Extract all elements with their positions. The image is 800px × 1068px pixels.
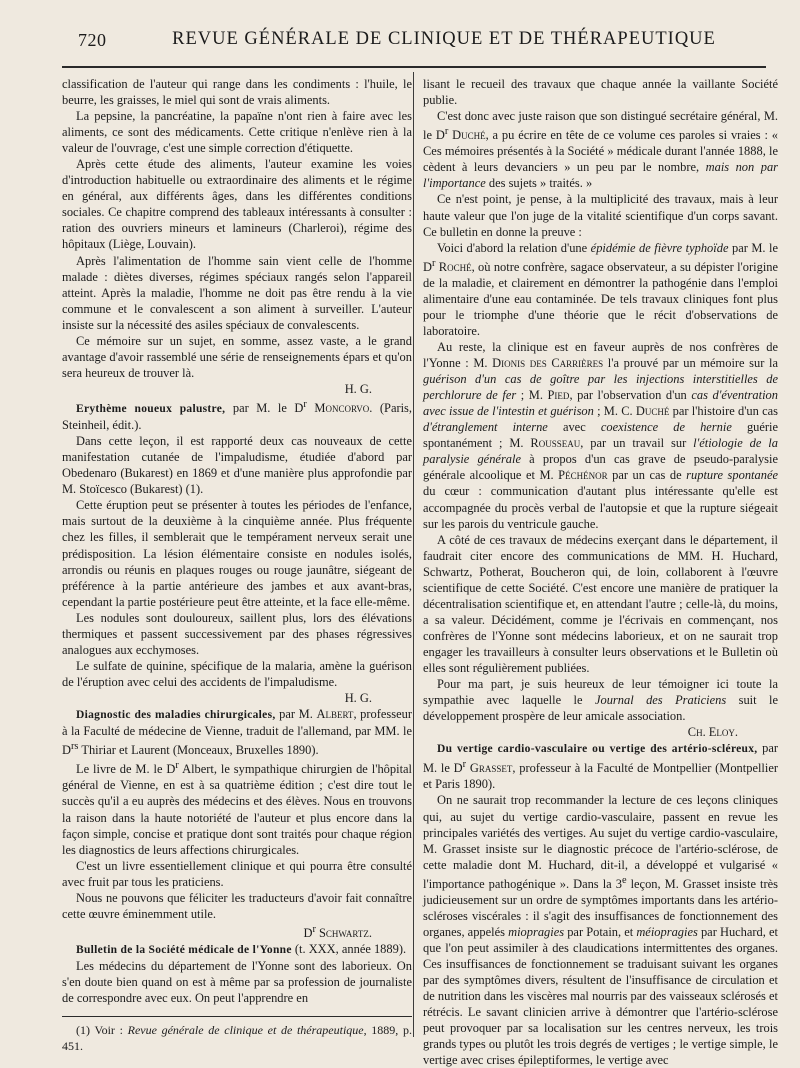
right-column <box>423 76 778 1068</box>
review-details: . (Paris, Steinheil, édit.). <box>62 401 413 433</box>
text-run: Au reste, la clinique est en faveur auprès de nos confrères de l'Yonne : M. <box>423 340 778 371</box>
text-run: ; M. <box>516 388 548 403</box>
text-run: Le livre de M. le D <box>76 762 176 777</box>
paragraph <box>423 108 778 191</box>
review-byline: par M. le D <box>225 401 304 416</box>
paragraph: Les nodules sont douloureux, saillent plus, lors des élévations thermiques et passent successivement par des phases régressives analogues aux ecchymoses. <box>62 610 412 657</box>
paragraph <box>423 240 778 339</box>
review-details: (t. XXX, année 1889). <box>291 942 407 957</box>
superscript: r <box>175 760 179 772</box>
text-run: par un cas de <box>607 468 687 483</box>
superscript: r <box>303 398 307 410</box>
review-title: Diagnostic des maladies chirurgicales, <box>76 708 276 721</box>
text-run: , par un travail sur <box>580 436 694 451</box>
column-divider <box>413 72 414 1037</box>
author-name: Dionis des Carrières <box>492 356 604 371</box>
text-run: du cœur : communication d'autant plus intéressante qu'elle est accompagnée du procès verbal de l'autopsie et que la rupture siégeait sur les parois du ventricule gauche. <box>423 484 778 531</box>
paragraph: Ce mémoire sur un sujet, en somme, assez vaste, a le grand avantage d'avoir rassemblé une série de renseignements épars et qu'on sera heureux de trouver là. <box>62 333 412 380</box>
review-byline: par M. le D <box>423 741 778 776</box>
emphasis: méiopragies <box>636 925 698 939</box>
paragraph: lisant le recueil des travaux que chaque année la vaillante Société publie. <box>423 77 778 108</box>
paragraph: Dans cette leçon, il est rapporté deux cas nouveaux de cette manifestation cutanée de l'impaludisme, étudiée d'abord par Obedenaro (Bukarest) en 1869 et d'une manière plus approfondie par M. Stoïcesco (Bukarest) (1). <box>62 434 412 497</box>
paragraph <box>62 758 412 857</box>
author-name: Moncorvo <box>314 401 370 416</box>
text-run: des sujets » traités. » <box>485 176 593 191</box>
review-details: Thiriar et Laurent (Monceaux, Bruxelles 1890). <box>78 743 319 758</box>
review-details: , professeur à la Faculté de médecine de Vienne, traduit de l'allemand, par MM. le D <box>62 706 412 758</box>
text-run: Pour ma part, je suis heureux de leur témoigner ici toute la sympathie avec laquelle le <box>423 677 778 708</box>
paragraph <box>423 792 778 1068</box>
text-run: par Huchard, et que l'on peut assimiler à des claudications intermittentes des organes. Ces insuffisances de fonctionnement se traduisant suivant les organes par des symptômes divers, résultent de l'insuffisance de circulation et de nutrition dans les viscères mal nourris par des vaisseaux sclérosés et rétrécis. Le savant clinicien arrive à démontrer que l'artério-sclérose peut provoquer par sa localisation sur les centres nerveux, les trois grands types ou plutôt les trois degrés de vertiges ; le vertige simple, le vertige avec crises épileptiformes, le vertige avec <box>423 925 778 1068</box>
signature: H. G. <box>344 690 372 705</box>
paragraph: Cette éruption peut se présenter à toutes les périodes de l'enfance, mais surtout de la deuxième à la cinquième année. Plus fréquente chez les filles, il semblerait que le tempérament nerveux serait une prédisposition. La lésion élémentaire consiste en nodules isolés, arrondis ou réunis en plaques rouges ou rouge jaunâtre, siégeant de préférence à la partie antérieure des jambes et aux avant-bras, cependant la partie postérieure peut être atteinte, et la face elle-même. <box>62 498 412 609</box>
paragraph: A côté de ces travaux de médecins exerçant dans le département, il faudrait citer encore des communications de MM. H. Huchard, Schwartz, Potherat, Boucheron qui, de loin, collaborent à l'œuvre scientifique de cette Société. C'est encore une manière de pratiquer la décentralisation scientifique et, en attendant l'autre ; celle-là, du moins, a sa valeur. Décidément, comme je l'écrivais en commençant, nos confrères de l'Yonne sont médecins laborieux, et on ne saurait trop engager les travailleurs à consulter leurs observations et le Bulletin où elles sont régulièrement publiées. <box>423 532 778 675</box>
author-name: Albert <box>316 706 354 721</box>
left-column <box>62 76 412 1054</box>
review-title: Du vertige cardio-vasculaire ou vertige des artério-scléreux, <box>437 743 758 756</box>
signature: H. G. <box>344 381 372 396</box>
paragraph <box>423 339 778 532</box>
text-run: suit le développement prospère de leur amicale association. <box>423 693 778 724</box>
emphasis: épidémie de fièvre typhoïde <box>590 240 729 255</box>
author-name: Roché <box>438 259 472 274</box>
review-heading <box>62 397 412 433</box>
superscript: r <box>431 257 436 269</box>
text-run: l'a prouvé par un mémoire sur la <box>603 356 778 371</box>
superscript: rs <box>70 741 79 753</box>
superscript: r <box>444 126 449 138</box>
page-number: 720 <box>78 30 107 50</box>
signature: Ch. Eloy. <box>687 725 738 740</box>
text-run: par Potain, et <box>564 925 637 939</box>
review-details: , professeur à la Faculté de Montpellier (Montpellier et Paris 1890). <box>423 761 778 792</box>
text-run: C'est donc avec juste raison que son distingué secrétaire général, M. le D <box>423 109 778 143</box>
superscript: e <box>621 874 627 886</box>
emphasis: mais non par l'importance <box>423 160 778 191</box>
author-name: Pied <box>547 388 570 403</box>
text-run: , a pu écrire en tête de ce volume ces paroles si vraies : « Ces mémoires présentés à la Société » médicale durant l'année 1888, le cèdent à leurs devanciers » un peu par le nombre, <box>423 128 779 175</box>
review-title: Erythème noueux palustre, <box>76 403 226 416</box>
emphasis: coexistence de hernie <box>600 420 732 435</box>
paragraph: La pepsine, la pancréatine, la papaïne n'ont rien à faire avec les aliments, ce sont des médicaments. Cette critique n'enlève rien à la valeur de l'ouvrage, c'est une simple correction d'étiquette. <box>62 109 412 156</box>
paragraph: Le sulfate de quinine, spécifique de la malaria, amène la guérison de l'éruption avec celui des accidents de l'impaludisme. <box>62 658 412 689</box>
text-run: D <box>303 926 313 940</box>
text-run: Albert, le sympathique chirurgien de l'hôpital général de Vienne, en est à sa quatrième édition ; c'est dire tout le succès qu'il a eu auprès des médecins et des élèves. Nous en trouvons la raison dans la haute notoriété de l'auteur et plus encore dans la façon simple, concise et pratique dont sont traités pour chaque région les diagnostics de leurs affections chirurgicales. <box>62 762 412 857</box>
paragraph: Ce n'est point, je pense, à la multiplicité des travaux, mais à leur haute valeur que l'on juge de la vitalité scientifique d'un corps savant. Ce bulletin en donne la preuve : <box>423 192 778 239</box>
text-run: (1) Voir : <box>76 1023 128 1038</box>
text-run: , où notre confrère, sagace observateur, a su dépister l'origine de la maladie, et clairement en démontrer la pathogénie dans l'emploi alimentaire d'une eau contaminée. De tels travaux cliniques font plus pour le triomphe d'une théorie que le récit d'observations de laboratoire. <box>423 259 779 338</box>
header-rule <box>62 66 766 68</box>
author-name: Duché <box>635 404 670 419</box>
page-header <box>62 26 766 58</box>
review-byline: par M. <box>275 706 317 721</box>
text-run: 3 <box>615 876 622 891</box>
paragraph: C'est un livre essentiellement clinique et qui pourra être consulté avec fruit par tous les praticiens. <box>62 858 412 889</box>
emphasis: l'étiologie de la paralysie générale <box>423 436 778 467</box>
footnote-rule <box>62 1016 412 1017</box>
text-run: , 1889, p. 451. <box>62 1023 412 1053</box>
superscript: r <box>462 759 467 771</box>
emphasis: cas d'éventration avec issue de l'intestin et guérison <box>423 388 778 419</box>
paragraph: Nous ne pouvons que féliciter les traducteurs d'avoir fait connaître cette œuvre éminemment utile. <box>62 890 412 921</box>
paragraph: Après cette étude des aliments, l'auteur examine les voies d'introduction habituelle ou extraordinaire des aliments et le régime en général, aux différents âges, dans les différentes conditions sociales. Ce chapitre comprend des tableaux intéressants à consulter : ration des ouvriers mineurs et lamineurs (Charleroi), régime des hôpitaux (Liège, Louvain). <box>62 157 412 252</box>
author-name: Schwartz. <box>315 926 372 940</box>
text-run: guérie spontanément ; M. <box>423 420 779 451</box>
paragraph: Les médecins du département de l'Yonne sont des laborieux. On s'en doute bien quand on est à même par sa profession de journaliste de correspondre avec eux. On peut l'apprendre en <box>62 959 412 1006</box>
author-name: Rousseau <box>530 436 581 451</box>
author-name: Duché <box>452 128 486 143</box>
text-run: ; M. C. <box>593 404 636 419</box>
signature <box>62 922 412 941</box>
emphasis: miopragies <box>508 925 565 939</box>
text-run: par l'histoire d'un cas <box>669 404 778 419</box>
text-run: avec <box>547 420 601 435</box>
text-run: , par l'observation d'un <box>569 388 692 403</box>
emphasis: d'étranglement interne <box>423 420 548 435</box>
text-run: par M. le D <box>423 240 779 274</box>
review-title: Bulletin de la Société médicale de l'Yonne <box>76 944 292 957</box>
text-run: à propos d'un cas grave de pseudo-paralysie générale alcoolique et M. <box>423 452 778 483</box>
emphasis: Journal des Praticiens <box>594 693 727 708</box>
emphasis: guérison d'un cas de goître par les injections interstitielles de perchlorure de fer <box>423 372 778 403</box>
text-run: Voici d'abord la relation d'une <box>437 240 591 255</box>
paragraph <box>423 676 778 724</box>
paragraph: classification de l'auteur qui range dans les condiments : l'huile, le beurre, les graisses, le miel qui sont de vrais aliments. <box>62 77 412 108</box>
author-name: Péchénor <box>558 468 608 483</box>
text-run: On ne saurait trop recommander la lecture de ces leçons cliniques qui, au sujet du vertige cardio-vasculaire, passent en revue les principales variétés des vertiges. Au sujet du vertige cardio-vasculaire, M. Grasset insiste sur le diagnostic précoce de l'artério-sclérose, de cette maladie dont M. Huchard, dit-il, a développé et vulgarisé « l'importance pathogénique ». Dans la <box>423 793 778 891</box>
author-name: Grasset <box>469 761 513 776</box>
emphasis: rupture spontanée <box>686 468 778 483</box>
review-heading <box>62 706 412 758</box>
review-heading <box>423 740 778 792</box>
citation-title: Revue générale de clinique et de thérapeutique <box>127 1023 364 1038</box>
running-head: REVUE GÉNÉRALE DE CLINIQUE ET DE THÉRAPEUTIQUE <box>172 29 716 49</box>
paragraph: Après l'alimentation de l'homme sain vient celle de l'homme malade : diètes diverses, régimes spéciaux rangés selon l'appareil atteint. Après la maladie, l'homme ne doit pas être rendu à la vie commune et le convalescent a son aliment à surveiller. L'auteur insiste sur la nécessité des asiles spéciaux de convalescents. <box>62 253 412 332</box>
review-heading <box>62 941 412 958</box>
text-run: leçon, M. Grasset insiste très judicieusement sur un ordre de symptômes importants dans les artério-scléroses viscérales : il s'agit des insuffisances de fonctionnement des organes, appelés <box>423 876 778 939</box>
superscript: r <box>312 923 316 935</box>
